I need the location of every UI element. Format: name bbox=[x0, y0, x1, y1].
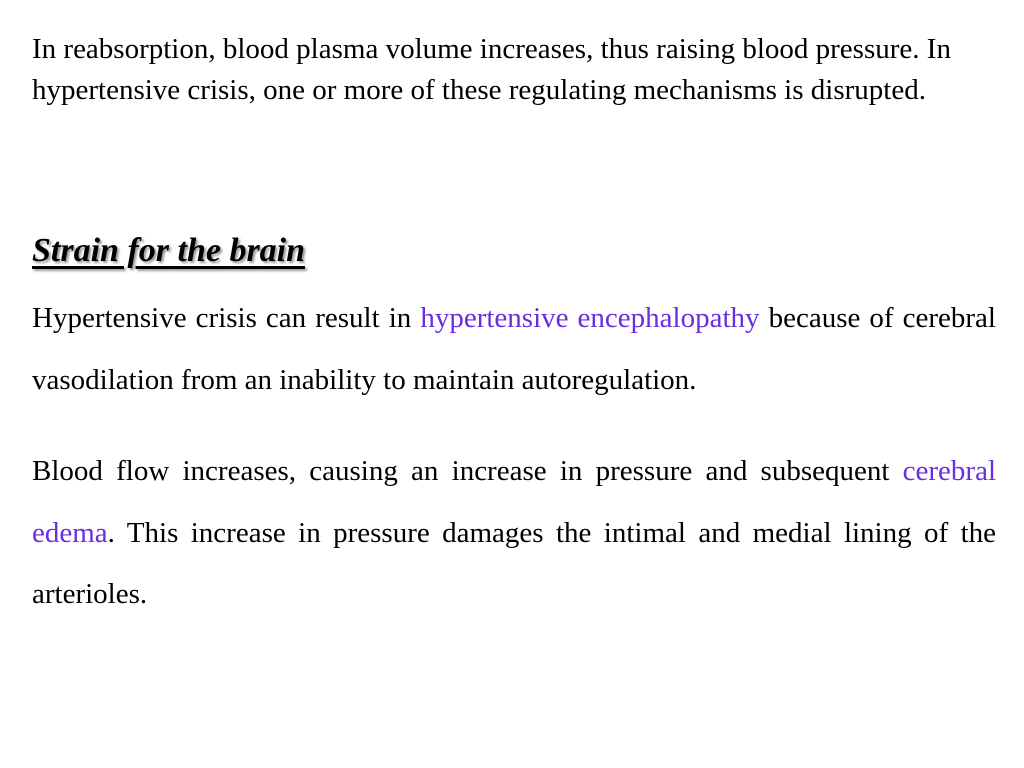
paragraph-text: Hypertensive crisis can result in bbox=[32, 302, 421, 334]
cerebral-edema-link[interactable]: cerebral edema bbox=[32, 455, 996, 549]
paragraph-text: Blood flow increases, causing an increase in pressure and subsequent bbox=[32, 455, 903, 487]
paragraph-text: . This increase in pressure damages the intimal and medial lining of the arterioles. bbox=[32, 516, 996, 610]
section-heading: Strain for the brain bbox=[32, 232, 306, 269]
encephalopathy-paragraph bbox=[32, 288, 996, 411]
edema-paragraph bbox=[32, 441, 996, 626]
intro-paragraph: In reabsorption, blood plasma volume increases, thus raising blood pressure. In hypertensive crisis, one or more of these regulating mechanisms is disrupted. bbox=[32, 33, 951, 106]
hypertensive-encephalopathy-link[interactable]: hypertensive encephalopathy bbox=[420, 302, 760, 334]
paragraph-text: because of cerebral vasodilation from an inability to maintain autoregulation. bbox=[32, 302, 996, 396]
